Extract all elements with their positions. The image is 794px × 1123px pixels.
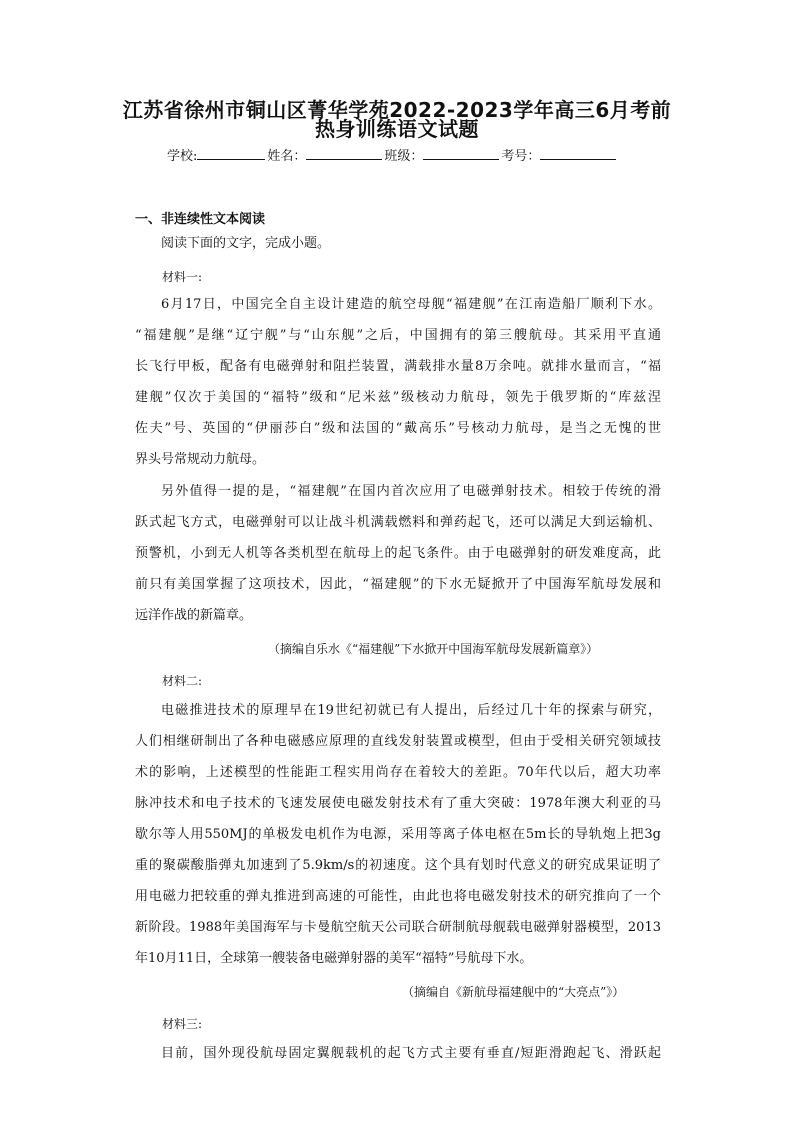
school-blank[interactable] <box>197 147 265 160</box>
material-1-line: 界头号常规动力航母。 <box>135 452 266 467</box>
material-1-line: 6月17日，中国完全自主设计建造的航空母舰“福建舰”在江南造船厂顺利下水。 <box>161 297 661 312</box>
material-2-source: （摘编自《新航母福建舰中的“大亮点”》） <box>402 985 625 999</box>
material-2-line: 用电磁力把较重的弹丸推进到高速的可能性，由此也将电磁发射技术的研究推向了一个 <box>135 889 661 904</box>
material-1-line: 建舰”仅次于美国的“福特”级和“尼米兹”级核动力航母，领先于俄罗斯的“库兹涅 <box>135 390 661 405</box>
material-1-label: 材料一: <box>162 270 203 284</box>
material-1-line: 佐夫”号、英国的“伊丽莎白”级和法国的“戴高乐”号核动力航母，是当之无愧的世 <box>135 421 661 436</box>
material-1-line: 长飞行甲板，配备有电磁弹射和阻拦装置，满载排水量8万余吨。就排水量而言，“福 <box>135 359 661 374</box>
student-info-line <box>167 145 618 164</box>
material-1-source: （摘编自乐水《“福建舰”下水掀开中国海军航母发展新篇章》） <box>268 642 599 656</box>
exam-no-blank[interactable] <box>540 147 616 160</box>
exam-no-label: 考号： <box>501 149 541 164</box>
material-2-line: 人们相继研制出了各种电磁感应原理的直线发射装置或模型，但由于受相关研究领域技 <box>135 734 661 749</box>
exam-title-line-1: 江苏省徐州市铜山区菁华学苑2022-2023学年高三6月考前 <box>122 98 672 122</box>
section-heading: 一、非连续性文本阅读 <box>135 212 266 227</box>
material-2-line: 新阶段。1988年美国海军与卡曼航空航天公司联合研制航母舰载电磁弹射器模型，2013 <box>135 920 661 935</box>
name-blank[interactable] <box>306 147 382 160</box>
material-1-line: “福建舰”是继“辽宁舰”与“山东舰”之后，中国拥有的第三艘航母。其采用平直通 <box>135 328 661 343</box>
material-1-line: 远洋作战的新篇章。 <box>135 608 253 623</box>
material-2-line: 歇尔等人用550MJ的单极发电机作为电源，采用等离子体电枢在5m长的导轨炮上把3g <box>135 827 661 842</box>
exam-title-line-2: 热身训练语文试题 <box>315 117 479 141</box>
material-3-label: 材料三: <box>162 1017 203 1031</box>
material-1-line: 跃式起飞方式，电磁弹射可以让战斗机满载燃料和弹药起飞，还可以满足大到运输机、 <box>135 515 661 530</box>
material-2-line: 年10月11日，全球第一艘装备电磁弹射器的美军“福特”号航母下水。 <box>135 951 533 966</box>
material-2-line: 电磁推进技术的原理早在19世纪初就已有人提出，后经过几十年的探索与研究， <box>161 703 661 718</box>
material-2-line: 重的聚碳酸脂弹丸加速到了5.9km/s的初速度。这个具有划时代意义的研究成果证明了 <box>135 858 661 873</box>
material-2-line: 脉冲技术和电子技术的飞速发展使电磁发射技术有了重大突破：1978年澳大利亚的马 <box>135 796 661 811</box>
material-2-line: 术的影响，上述模型的性能距工程实用尚存在着较大的差距。70年代以后，超大功率 <box>135 765 661 780</box>
material-3-line: 目前，国外现役航母固定翼舰载机的起飞方式主要有垂直/短距滑跑起飞、滑跃起 <box>161 1046 661 1061</box>
material-2-label: 材料二: <box>162 674 203 688</box>
material-1-line: 前只有美国掌握了这项技术，因此，“福建舰”的下水无疑掀开了中国海军航母发展和 <box>135 577 661 592</box>
name-label: 姓名： <box>267 149 307 164</box>
class-blank[interactable] <box>423 147 499 160</box>
material-1-line: 预警机，小到无人机等各类机型在航母上的起飞条件。由于电磁弹射的研发难度高，此 <box>135 546 661 561</box>
material-1-line: 另外值得一提的是，“福建舰”在国内首次应用了电磁弹射技术。相较于传统的滑 <box>161 484 661 499</box>
school-label: 学校: <box>167 149 198 164</box>
instruction-text: 阅读下面的文字，完成小题。 <box>161 236 331 251</box>
class-label: 班级： <box>384 149 424 164</box>
